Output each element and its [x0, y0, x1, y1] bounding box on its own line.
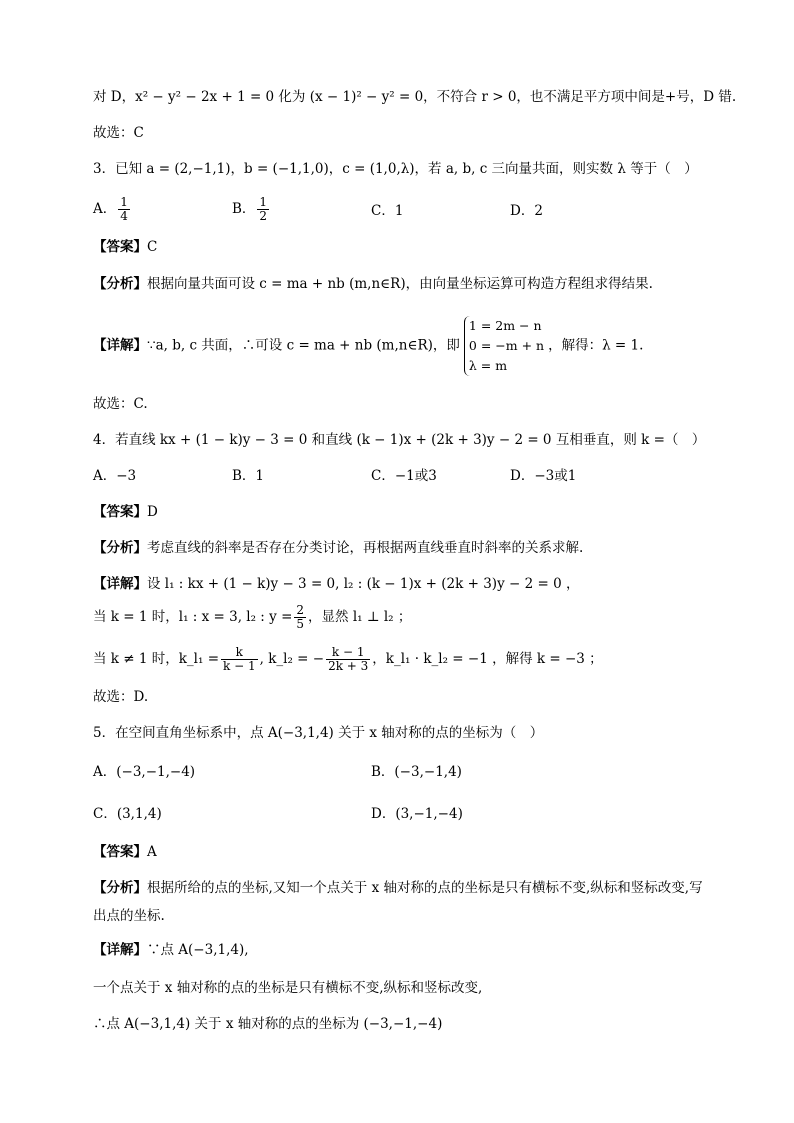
q5-option-a: A．(−3,−1,−4): [93, 764, 196, 780]
question-4: 4．若直线 kx + (1 − k)y − 3 = 0 和直线 (k − 1)x + (2k + 3)y − 2 = 0 互相垂直，则 k =（ ）: [93, 432, 706, 448]
q4-option-d: D．−3或1: [510, 468, 577, 484]
q5-option-b: B．(−3,−1,4): [371, 764, 462, 780]
answer-tag: 【答案】: [93, 504, 147, 520]
q5-option-c: C．(3,1,4): [93, 806, 162, 822]
detail-tag: 【详解】: [93, 576, 147, 592]
fraction: $\frac{1}{4}$: [120, 195, 128, 223]
q3-answer: 【答案】C: [93, 239, 158, 255]
fraction: $\frac{1}{2}$: [259, 195, 268, 223]
answer-tag: 【答案】: [93, 844, 147, 860]
q3-option-b: B． $\frac{1}{2}$: [232, 195, 268, 223]
fraction: $\frac{k}{k - 1}$: [223, 645, 256, 673]
analysis-tag: 【分析】: [93, 276, 147, 292]
q5-detail-line: 一个点关于 x 轴对称的点的坐标是只有横标不变,纵标和竖标改变,: [93, 980, 483, 996]
q5-answer: 【答案】A: [93, 844, 157, 860]
question-5: 5．在空间直角坐标系中，点 A(−3,1,4) 关于 x 轴对称的点的坐标为（ ）: [93, 725, 544, 741]
fraction: $\frac{2}{5}$: [296, 603, 305, 631]
detail-tag: 【详解】: [93, 942, 147, 958]
q4-case-2: 当 k ≠ 1 时，k_l₁ = $\frac{k}{k - 1}$ , k_l₂ = − $\frac{k - 1}{2k + 3}$ ，k_l₁ · k_l₂ = −1 ，解得 k = −3 ；: [93, 645, 603, 673]
q4-analysis: 【分析】考虑直线的斜率是否存在分类讨论，再根据两直线垂直时斜率的关系求解.: [93, 540, 584, 556]
fraction: $\frac{k - 1}{2k + 3}$: [328, 645, 369, 673]
q4-option-c: C．−1或3: [371, 468, 437, 484]
answer-tag: 【答案】: [93, 239, 147, 255]
detail-tag: 【详解】: [93, 337, 147, 354]
q3-option-c: C．1: [371, 203, 404, 219]
choose-line: 故选：D.: [93, 689, 149, 705]
q4-detail: 【详解】设 l₁ : kx + (1 − k)y − 3 = 0, l₂ : (k − 1)x + (2k + 3)y − 2 = 0 ，: [93, 576, 580, 592]
text-line: 对 D，x² − y² − 2x + 1 = 0 化为 (x − 1)² − y² = 0，不符合 r > 0，也不满足平方项中间是+号，D 错.: [93, 89, 737, 105]
choose-line: 故选：C: [93, 125, 144, 141]
question-3: 3．已知 a = (2,−1,1)，b = (−1,1,0)，c = (1,0,λ)，若 a, b, c 三向量共面，则实数 λ 等于（ ）: [93, 161, 698, 177]
q4-option-a: A．−3: [93, 468, 137, 484]
q5-detail-line: ∴点 A(−3,1,4) 关于 x 轴对称的点的坐标为 (−3,−1,−4): [93, 1016, 443, 1032]
q4-answer: 【答案】D: [93, 504, 158, 520]
q4-case-1: 当 k = 1 时，l₁ : x = 3, l₂ : y = $\frac{2}{5}$ ，显然 l₁ ⊥ l₂ ；: [93, 603, 412, 631]
q3-option-d: D．2: [510, 203, 543, 219]
equation-system: 1 = 2m − n 0 = −m + n λ = m: [464, 316, 544, 376]
q4-option-b: B．1: [232, 468, 265, 484]
q5-analysis: 【分析】根据所给的点的坐标,又知一个点关于 x 轴对称的点的坐标是只有横标不变,纵标和竖标改变,写出点的坐标.: [93, 880, 703, 924]
q5-detail: 【详解】∵点 A(−3,1,4),: [93, 942, 249, 958]
analysis-tag: 【分析】: [93, 540, 147, 556]
q3-analysis: 【分析】根据向量共面可设 c = ma + nb (m,n∈R)，由向量坐标运算可构造方程组求得结果.: [93, 276, 653, 292]
analysis-tag: 【分析】: [93, 880, 147, 896]
choose-line: 故选：C.: [93, 396, 148, 412]
q5-option-d: D．(3,−1,−4): [371, 806, 463, 822]
q3-detail: 【详解】∵a, b, c 共面，∴可设 c = ma + nb (m,n∈R)，即 1 = 2m − n 0 = −m + n λ = m ，解得：λ = 1.: [93, 316, 643, 376]
q3-option-a: A． $\frac{1}{4}$: [93, 195, 128, 223]
